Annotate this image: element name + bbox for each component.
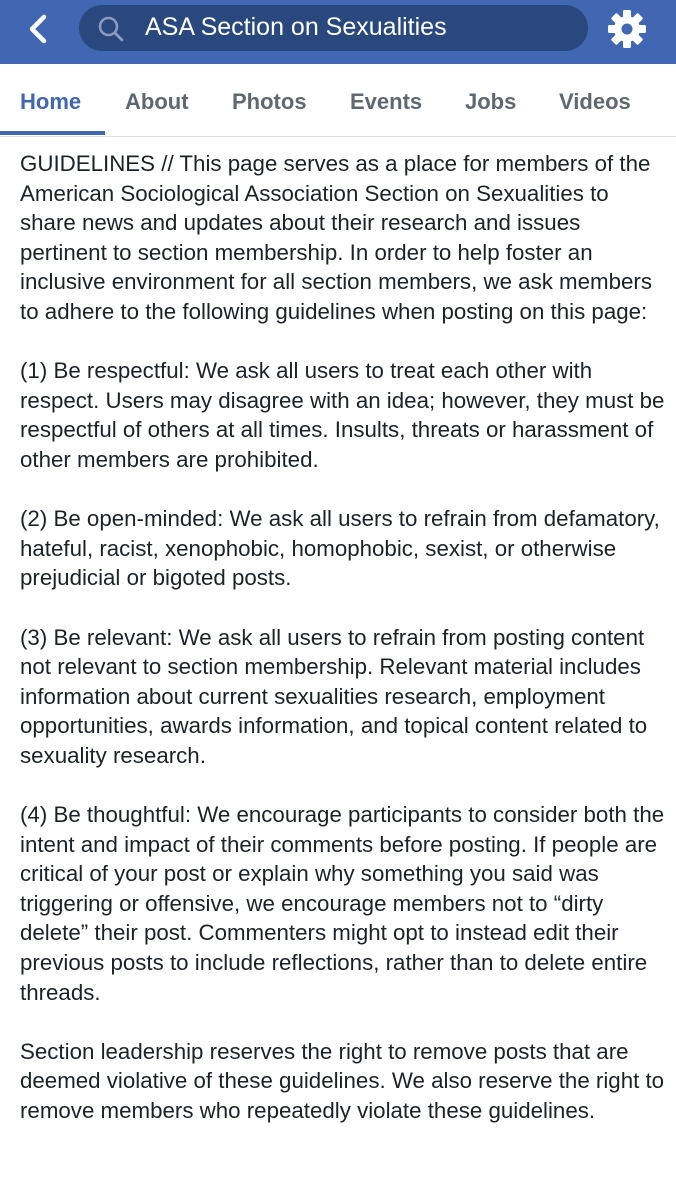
chevron-left-icon <box>22 12 56 46</box>
search-icon <box>97 15 125 43</box>
search-input[interactable] <box>79 5 588 51</box>
guideline-respectful: (1) Be respectful: We ask all users to treat each other with respect. Users may disagree with an idea; however, they must be respectful of others at all times. Insults, threats or harassment of other members are prohibited. <box>20 358 665 472</box>
tab-events[interactable]: Events <box>350 89 423 114</box>
tab-home[interactable]: Home <box>20 89 82 114</box>
settings-button[interactable] <box>606 8 648 50</box>
guideline-relevant: (3) Be relevant: We ask all users to refrain from posting content not relevant to section membership. Relevant material includes information about current sexualities research, employment opportunities, awards information, and topical content related to sexuality research. <box>20 624 648 768</box>
tab-videos[interactable]: Videos <box>559 89 631 114</box>
about-description <box>20 149 665 1155</box>
page-tabs <box>0 64 676 137</box>
gear-icon <box>606 8 648 50</box>
back-button[interactable] <box>22 12 56 46</box>
tab-photos[interactable]: Photos <box>232 89 307 114</box>
active-tab-indicator <box>0 131 105 135</box>
guideline-open-minded: (2) Be open-minded: We ask all users to refrain from defamatory, hateful, racist, xenophobic, homophobic, sexist, or otherwise prejudicial or bigoted posts. <box>20 506 660 591</box>
tab-about[interactable]: About <box>125 89 189 114</box>
guideline-thoughtful: (4) Be thoughtful: We encourage participants to consider both the intent and impact of their comments before posting. If people are critical of your post or explain why something you said was triggering or offensive, we encourage members not to “dirty delete” their post. Commenters might opt to instead edit their previous posts to include reflections, rather than to delete entire threads. <box>20 802 665 1005</box>
search-text: ASA Section on Sexualities <box>145 13 447 41</box>
leadership-notice: Section leadership reserves the right to remove posts that are deemed violative of these guidelines. We also reserve the right to remove members who repeatedly violate these guidelines. <box>20 1038 665 1123</box>
guidelines-intro: GUIDELINES // This page serves as a place for members of the American Sociological Association Section on Sexualities to share news and updates about their research and issues pertinent to section membership. In order to help foster an inclusive environment for all section members, we ask members to adhere to the following guidelines when posting on this page: <box>20 151 652 324</box>
tab-jobs[interactable]: Jobs <box>465 89 517 114</box>
top-bar <box>0 0 676 64</box>
